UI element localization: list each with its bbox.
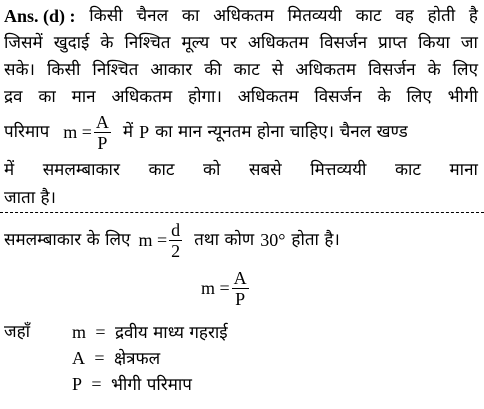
fraction-d-over-2 xyxy=(169,220,182,261)
word: काट xyxy=(148,160,175,180)
word: अधिकतम xyxy=(237,87,299,107)
def-symbol: A xyxy=(72,348,85,368)
fraction-numerator: A xyxy=(95,111,109,132)
answer-line-6 xyxy=(4,160,478,180)
word: लिए xyxy=(452,60,478,80)
word: जा xyxy=(460,33,478,53)
symbol-p: P xyxy=(139,122,150,142)
word: काट xyxy=(394,160,421,180)
def-text: द्रवीय माध्य गहराई xyxy=(114,323,228,343)
word: का xyxy=(181,6,200,26)
word: के xyxy=(427,60,441,80)
where-label: जहाँ xyxy=(4,322,31,342)
word: होगा। xyxy=(188,87,222,107)
word: जिसमें xyxy=(4,33,43,53)
fraction-denominator: 2 xyxy=(171,240,181,261)
word: समलम्बाकार xyxy=(42,160,120,180)
word: निश्चित xyxy=(124,33,171,53)
word: पर xyxy=(220,33,237,53)
word: द्रव xyxy=(4,87,23,107)
word: किसी xyxy=(47,60,81,80)
word: अधिकतम xyxy=(111,87,173,107)
word: मितव्ययी xyxy=(287,6,342,26)
word: आकार xyxy=(150,60,193,80)
fraction-numerator: A xyxy=(233,268,247,288)
word: अधिकतम xyxy=(213,6,274,26)
word: प्राप्त xyxy=(378,33,408,53)
fraction-a-over-p xyxy=(232,268,249,309)
word: को xyxy=(202,160,221,180)
line-end: होता है। xyxy=(291,230,340,250)
definition-a xyxy=(72,348,160,369)
def-text: भीगी परिमाप xyxy=(110,375,192,395)
word: मित्तव्ययी xyxy=(310,160,367,180)
word: होती xyxy=(427,6,456,26)
line-5-rest: का मान न्यूनतम होना चाहिए। चैनल खण्ड xyxy=(155,122,408,142)
trapezoid-label: समलम्बाकार के लिए xyxy=(4,230,131,250)
word: अधिकतम xyxy=(295,60,357,80)
def-symbol: P xyxy=(72,374,83,394)
word: में xyxy=(4,160,15,180)
word: भीगी xyxy=(447,87,478,107)
word: मान xyxy=(71,87,96,107)
word: के xyxy=(377,87,391,107)
word: किसी xyxy=(89,6,123,26)
word: काट xyxy=(233,60,260,80)
word: सबसे xyxy=(248,160,282,180)
word: विसर्जन xyxy=(314,87,362,107)
def-symbol: m xyxy=(72,322,87,342)
word: का xyxy=(38,87,56,107)
answer-line-3 xyxy=(4,60,478,80)
def-equals: = xyxy=(95,322,106,342)
def-equals: = xyxy=(94,348,105,368)
word: खुदाई xyxy=(53,33,90,53)
angle-text: तथा कोण xyxy=(194,230,255,250)
word: विसर्जन xyxy=(319,33,368,53)
answer-line-1 xyxy=(4,6,478,26)
word: वह xyxy=(395,6,414,26)
def-text: क्षेत्रफल xyxy=(113,349,161,369)
word: की xyxy=(204,60,222,80)
fraction-a-over-p xyxy=(94,112,111,153)
word: सके। xyxy=(4,60,35,80)
word: परिमाप xyxy=(4,122,50,142)
answer-line-4 xyxy=(4,87,478,107)
word: लिए xyxy=(406,87,432,107)
fraction-denominator: P xyxy=(97,132,108,153)
word: में xyxy=(122,122,134,142)
word: के xyxy=(100,33,114,53)
fraction-denominator: P xyxy=(235,289,246,309)
section2-line-1 xyxy=(4,218,340,262)
definition-m xyxy=(72,322,228,343)
answer-line-5 xyxy=(4,110,478,154)
word: मूल्य xyxy=(181,33,210,53)
section-divider xyxy=(0,212,484,213)
equation-lhs: m = xyxy=(201,278,230,298)
word: निश्चित xyxy=(92,60,139,80)
definition-p xyxy=(72,374,192,395)
word: विसर्जन xyxy=(368,60,416,80)
center-equation xyxy=(201,268,251,309)
word: से xyxy=(271,60,284,80)
word: माना xyxy=(449,160,478,180)
word: है xyxy=(468,6,478,26)
formula-m: m = xyxy=(63,122,92,142)
answer-line-2 xyxy=(4,33,478,53)
answer-line-7: जाता है। xyxy=(4,188,56,208)
answer-label: Ans. (d) : xyxy=(4,6,76,26)
word: काट xyxy=(355,6,382,26)
fraction-numerator: d xyxy=(171,219,181,240)
formula-m: m = xyxy=(138,230,168,250)
def-equals: = xyxy=(91,374,102,394)
angle-value: 30° xyxy=(260,230,286,250)
word: अधिकतम xyxy=(247,33,309,53)
word: चैनल xyxy=(136,6,169,26)
word: किया xyxy=(418,33,450,53)
